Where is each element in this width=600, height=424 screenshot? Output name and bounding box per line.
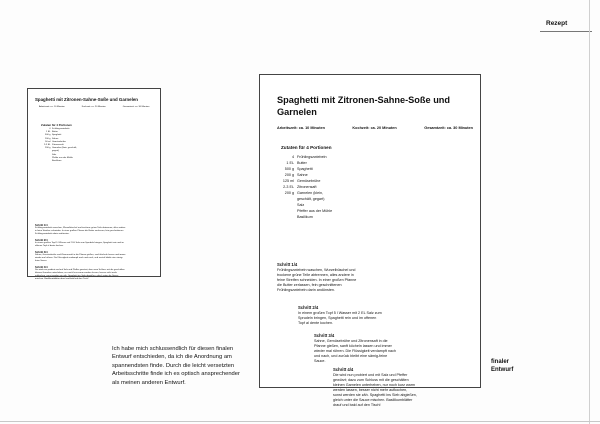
draft-ingredients-heading: Zutaten für 4 Portionen: [41, 123, 72, 127]
ingredient-quantity: 2-3 EL: [283, 185, 294, 189]
ingredient-quantity: 2-3 EL: [44, 144, 51, 147]
draft-cook-time: Kochzeit: ca. 20 Minuten: [81, 106, 106, 108]
ingredient-name: Pfeffer aus der Mühle: [297, 209, 333, 213]
ingredient-name: Basilikum: [297, 215, 313, 219]
final-title: Spaghetti mit Zitronen-Sahne-Soße und Garnelen: [277, 95, 451, 117]
ingredient-quantity: 200 g: [284, 191, 294, 195]
ingredient-quantity: 50 ml: [45, 140, 51, 143]
final-ingredient-list: [281, 154, 337, 220]
ingredient-row: [281, 214, 337, 220]
step-text: Die wird nun probiert und mit Salz und Pfeffer gewürzt; dazu zum Schluss mit die geschälten kleinen Garnelen unterheben, nur noch kurz warm werden lassen, besser nicht mehr aufkochen, sonst werden sie zäh. Spaghetti ins Sieb abgießen, gleich unter die Sauce mischen. Basilikumblätter drauf und bald auf den Tisch!: [333, 373, 417, 407]
final-ingredients-heading: Zutaten für 4 Portionen: [281, 145, 332, 150]
ingredient-name: Butter: [297, 161, 307, 165]
ingredient-name: Basilikum: [52, 160, 62, 163]
ingredient-name: Butter: [52, 131, 58, 134]
ingredient-name: Garnelen (klein, geschält, gegart): [297, 191, 325, 201]
ingredient-name: Pfeffer aus der Mühle: [52, 156, 73, 159]
final-meta: [277, 126, 473, 130]
final-cook-time: Kochzeit: ca. 20 Minuten: [352, 126, 397, 130]
step-heading: Schritt 2/4: [298, 305, 319, 310]
final-draft-label: finaler Entwurf: [491, 359, 514, 374]
ingredient-quantity: [41, 160, 52, 163]
ingredient-quantity: 4: [49, 128, 51, 130]
ingredient-name: Zitronensaft: [297, 185, 317, 189]
ingredient-name: Spaghetti: [52, 134, 62, 137]
ingredient-name: Salz: [297, 203, 305, 207]
step-text: Die wird nun probiert und mit Salz und Pfeffer gewürzt; dazu zum Schluss mit die geschälten kleinen Garnelen unterheben, nur noch kurz warm werden lassen, besser nicht mehr aufkochen, sonst werden sie zäh. Spaghetti ins Sieb abgießen, gleich unter die Sauce mischen. Basilikumblätter drauf und bald auf den Tisch!: [35, 269, 125, 280]
step-heading: Schritt 2/4: [35, 239, 48, 242]
ingredient-name: Frühlingszwiebeln: [52, 128, 70, 130]
step-text: Sahne, Gemüsebrühe und Zitronensaft in die Pfanne gießen, sanft köcheln lassen und immer wieder mal rühren. Die Flüssigkeit verdampft nach und nach, und zurück bleibt eine sämig-feine Sauce.: [314, 339, 396, 363]
ingredient-quantity: [281, 214, 297, 220]
step-heading: Schritt 1/4: [277, 262, 298, 267]
step-heading: Schritt 4/4: [35, 266, 48, 269]
ingredient-name: Sahne: [52, 137, 59, 140]
ingredient-name: Gemüsebrühe: [52, 140, 66, 143]
final-step-2: [298, 305, 382, 326]
step-heading: Schritt 1/4: [35, 224, 48, 227]
ingredient-quantity: 200 g: [45, 147, 51, 150]
ingredient-quantity: 125 ml: [282, 179, 294, 183]
step-text: Frühlingszwiebeln waschen, Wurzelbüschel und trockene grüne Teile abtrennen, alles andere in feine Streifen schneiden. In einer großen Pfanne die Butter zerlassen, fein geschnittenen Frühlingszwiebeln darin andünsten.: [277, 268, 357, 292]
draft-steps: [35, 221, 127, 281]
tag-divider: [540, 31, 592, 32]
final-recipe-sheet: [259, 74, 481, 407]
ingredient-quantity: 1 EL: [286, 161, 294, 165]
final-prep-time: Arbeitszeit: ca. 10 Minuten: [277, 126, 325, 130]
ingredient-quantity: 200 g: [284, 173, 294, 177]
page-edge-divider: [589, 0, 590, 424]
step-text: Frühlingszwiebeln waschen, Wurzelbüschel und trockene grüne Teile abtrennen, alles andere in feine Streifen schneiden. In einer großen Pfanne die Butter zerlassen, fein geschnittenen Frühlingszwiebeln darin andünsten.: [35, 227, 126, 235]
step-text: In einem großen Topf 5 l Wasser mit 2 EL Salz zum Sprudeln bringen, Spaghetti rein und im offenen Topf al dente kochen.: [35, 242, 124, 247]
step-heading: Schritt 3/4: [314, 333, 335, 338]
ingredient-name: Gemüsebrühe: [297, 179, 321, 183]
section-tag: Rezept: [546, 20, 568, 27]
step-text: Sahne, Gemüsebrühe und Zitronensaft in die Pfanne gießen, sanft köcheln lassen und immer wieder mal rühren. Die Flüssigkeit verdampft nach und nach, und zurück bleibt eine sämig-feine Sauce.: [35, 254, 126, 262]
ingredient-quantity: 500 g: [284, 167, 294, 171]
draft-prep-time: Arbeitszeit: ca. 10 Minuten: [39, 106, 65, 108]
final-total-time: Gesamtzeit: ca. 30 Minuten: [424, 126, 473, 130]
draft-total-time: Gesamtzeit: ca. 30 Minuten: [122, 106, 150, 108]
ingredient-quantity: 500 g: [45, 134, 51, 137]
bottom-divider: [0, 421, 600, 422]
ingredient-row: [281, 190, 337, 202]
step-heading: Schritt 4/4: [333, 367, 354, 372]
final-step-3: [314, 333, 398, 364]
ingredient-name: Zitronensaft: [52, 144, 64, 147]
draft-title: Spaghetti mit Zitronen-Sahne-Soße und Garnelen: [35, 97, 138, 102]
step-heading: Schritt 3/4: [35, 251, 48, 254]
ingredient-name: Sahne: [297, 173, 308, 177]
ingredient-quantity: 200 g: [45, 137, 51, 140]
ingredient-name: Frühlingszwiebeln: [297, 155, 327, 159]
draft-meta: [39, 106, 149, 108]
design-note: Ich habe mich schlussendlich für diesen finalen Entwurf entschieden, da ich die Anordnung am spannendsten finde. Durch die leicht versetzten Arbeitsschritte finde ich es optisch ansprechender als meinen anderen Entwurf.: [112, 346, 240, 386]
step-text: In einem großen Topf 5 l Wasser mit 2 EL Salz zum Sprudeln bringen, Spaghetti rein und im offenen Topf al dente kochen.: [298, 311, 382, 325]
draft-recipe-sheet: [27, 88, 161, 280]
ingredient-name: Spaghetti: [297, 167, 313, 171]
ingredient-name: Salz: [52, 153, 57, 156]
ingredient-name: Garnelen (klein, geschält, gegart): [52, 147, 77, 153]
ingredient-quantity: 1 EL: [46, 131, 51, 134]
final-step-4: [333, 367, 417, 408]
draft-ingredient-list: [41, 128, 77, 163]
final-step-1: [277, 262, 361, 293]
ingredient-quantity: 4: [291, 155, 294, 159]
ingredient-row: [41, 160, 77, 163]
